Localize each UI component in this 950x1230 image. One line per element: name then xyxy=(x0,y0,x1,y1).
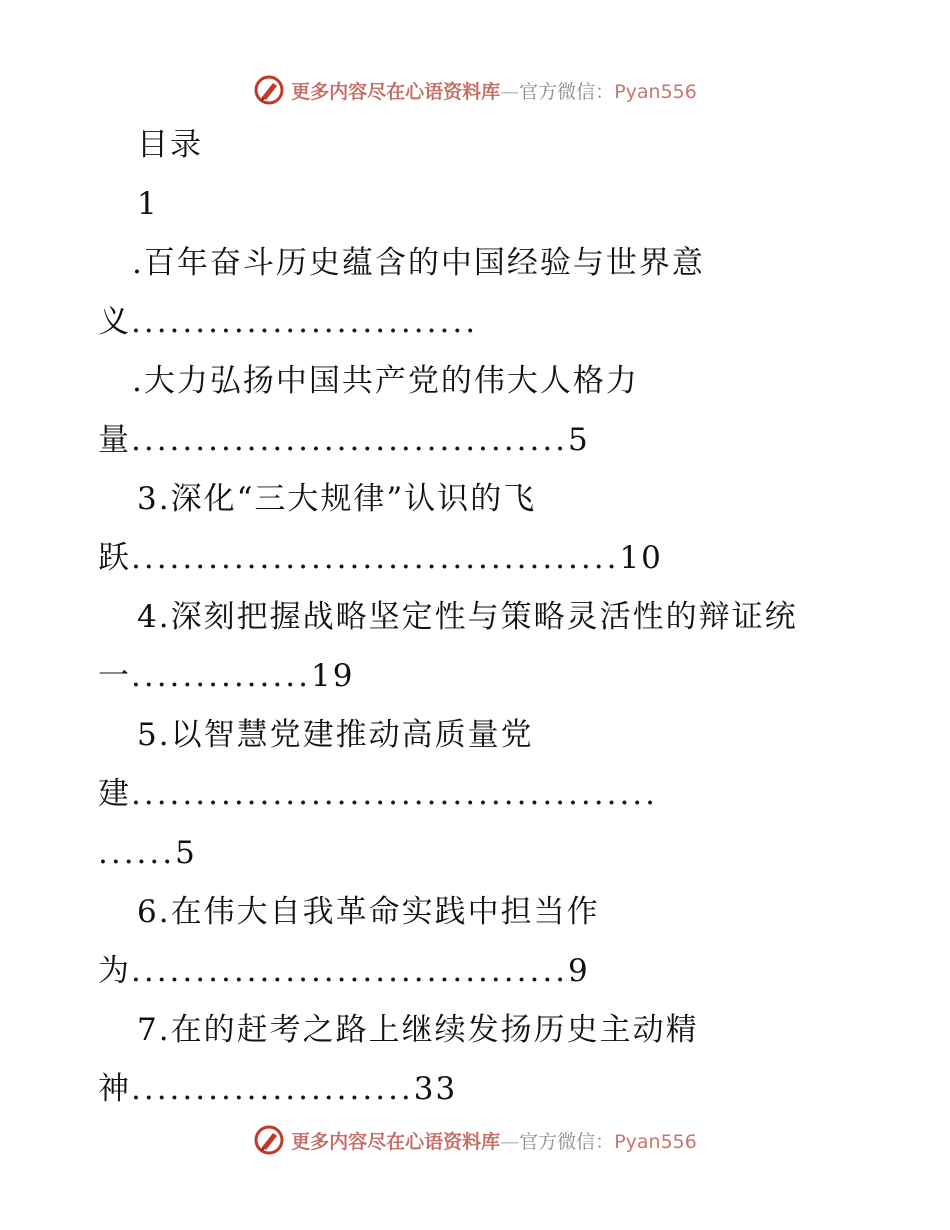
banner-main-text: 更多内容尽在心语资料库 xyxy=(291,1130,501,1153)
toc-entry-3-page: 10 xyxy=(619,540,663,576)
toc-entry-3-leader: ...................................... xyxy=(131,540,620,576)
toc-entry-4-leader: .............. xyxy=(131,658,311,694)
toc-entry-1-tail[interactable] xyxy=(98,302,478,342)
toc-entry-3-tail-char: 跃 xyxy=(98,540,131,576)
toc-entry-4-tail[interactable] xyxy=(98,656,354,696)
toc-entry-2-tail-char: 量 xyxy=(98,422,131,458)
toc-entry-4-page: 19 xyxy=(310,658,355,694)
banner-separator: — xyxy=(500,80,520,103)
header-banner xyxy=(0,70,950,110)
banner-wechat-id: Pyan556 xyxy=(614,80,697,103)
toc-entry-3-head[interactable]: 3.深化“三大规律”认识的飞 xyxy=(137,481,537,517)
toc-entry-2-head[interactable]: .大力弘扬中国共产党的伟大人格力 xyxy=(132,363,639,399)
toc-entry-4-head[interactable]: 4.深刻把握战略坚定性与策略灵活性的辩证统 xyxy=(137,599,798,635)
banner-wechat-id: Pyan556 xyxy=(614,1130,697,1153)
banner-text xyxy=(291,1127,697,1154)
toc-entry-5-leader: ......................................... xyxy=(131,776,659,812)
toc-title: 目录 xyxy=(137,127,203,163)
toc-entry-5-leader-continued: ...... xyxy=(98,835,176,871)
toc-entry-4-tail-char: 一 xyxy=(98,658,131,694)
toc-entry-1-head[interactable]: .百年奋斗历史蕴含的中国经验与世界意 xyxy=(132,245,705,281)
banner-wechat-label: 官方微信： xyxy=(519,1130,615,1153)
pen-logo-icon xyxy=(253,1124,285,1156)
toc-entry-5-tail-char: 建 xyxy=(98,776,131,812)
banner-wechat-label: 官方微信： xyxy=(519,80,615,103)
toc-entry-7-head[interactable]: 7.在的赶考之路上继续发扬历史主动精 xyxy=(137,1012,699,1048)
toc-entry-6-page: 9 xyxy=(568,953,590,989)
banner-text xyxy=(291,77,697,104)
toc-entry-5-tail[interactable] xyxy=(98,774,658,814)
toc-entry-1-tail-char: 义 xyxy=(98,304,131,340)
toc-entry-5-continuation[interactable] xyxy=(98,833,197,873)
toc-entry-6-tail-char: 为 xyxy=(98,953,131,989)
toc-entry-2-leader: .................................. xyxy=(131,422,569,458)
toc-entry-7-tail[interactable] xyxy=(98,1069,457,1109)
toc-entry-2-tail[interactable] xyxy=(98,420,590,460)
toc-entry-7-page: 33 xyxy=(413,1071,458,1107)
toc-entry-7-tail-char: 神 xyxy=(98,1071,131,1107)
toc-entry-7-leader: ...................... xyxy=(131,1071,414,1107)
toc-entry-3-tail[interactable] xyxy=(98,538,663,578)
footer-banner xyxy=(0,1120,950,1160)
toc-entry-5-head[interactable]: 5.以智慧党建推动高质量党 xyxy=(137,717,534,753)
toc-entry-6-leader: .................................. xyxy=(131,953,569,989)
toc-entry-1-leader: ........................... xyxy=(131,304,479,340)
toc-entry-2-page: 5 xyxy=(568,422,590,458)
toc-entry-5-page: 5 xyxy=(175,835,197,871)
banner-main-text: 更多内容尽在心语资料库 xyxy=(291,80,501,103)
toc-first-number: 1 xyxy=(137,186,159,222)
banner-separator: — xyxy=(500,1130,520,1153)
toc-entry-6-head[interactable]: 6.在伟大自我革命实践中担当作 xyxy=(137,894,600,930)
toc-entry-6-tail[interactable] xyxy=(98,951,590,991)
pen-logo-icon xyxy=(253,74,285,106)
